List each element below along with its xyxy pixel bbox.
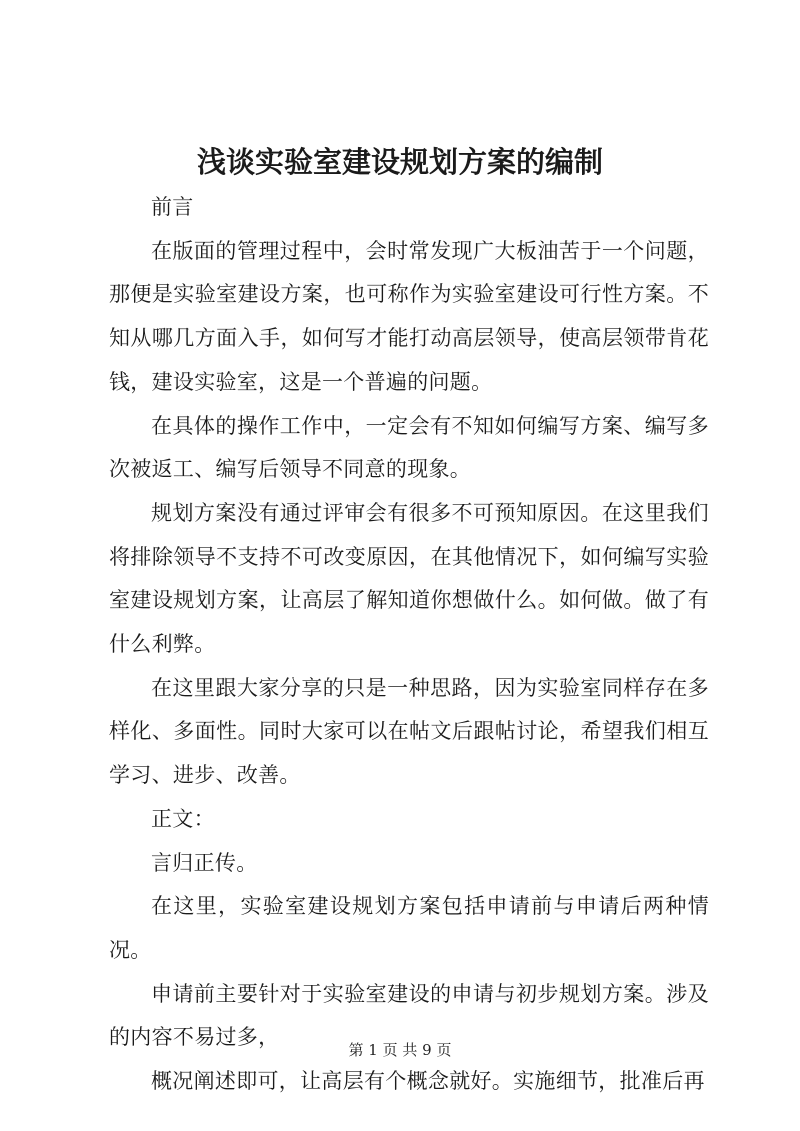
paragraph: 申请前主要针对于实验室建设的申请与初步规划方案。涉及的内容不易过多， [109, 981, 709, 1050]
paragraph: 概况阐述即可，让高层有个概念就好。实施细节，批准后再 [151, 1069, 705, 1094]
page-footer-pagination: 第 1 页 共 9 页 [348, 1041, 452, 1059]
paragraph: 在这里，实验室建设规划方案包括申请前与申请后两种情况。 [109, 894, 709, 962]
paragraph-main-heading: 正文： [151, 806, 215, 831]
paragraph: 在这里跟大家分享的只是一种思路，因为实验室同样存在多样化、多面性。同时大家可以在帖文后跟帖讨论，希望我们相互学习、进步、改善。 [109, 675, 709, 788]
document-title: 浅谈实验室建设规划方案的编制 [196, 145, 603, 179]
paragraph: 在具体的操作工作中，一定会有不知如何编写方案、编写多次被返工、编写后领导不同意的现象。 [109, 413, 709, 482]
paragraph: 言归正传。 [151, 850, 258, 875]
paragraph: 在版面的管理过程中，会时常发现广大板油苦于一个问题，那便是实验室建设方案，也可称作为实验室建设可行性方案。不知从哪几方面入手，如何写才能打动高层领导，使高层领带肯花钱，建设实验室，这是一个普遍的问题。 [109, 238, 709, 394]
document-body [109, 186, 709, 1104]
paragraph: 规划方案没有通过评审会有很多不可预知原因。在这里我们将排除领导不支持不可改变原因，在其他情况下，如何编写实验室建设规划方案，让高层了解知道你想做什么。如何做。做了有什么利弊。 [109, 500, 709, 657]
paragraph-preface-heading: 前言 [151, 195, 194, 219]
